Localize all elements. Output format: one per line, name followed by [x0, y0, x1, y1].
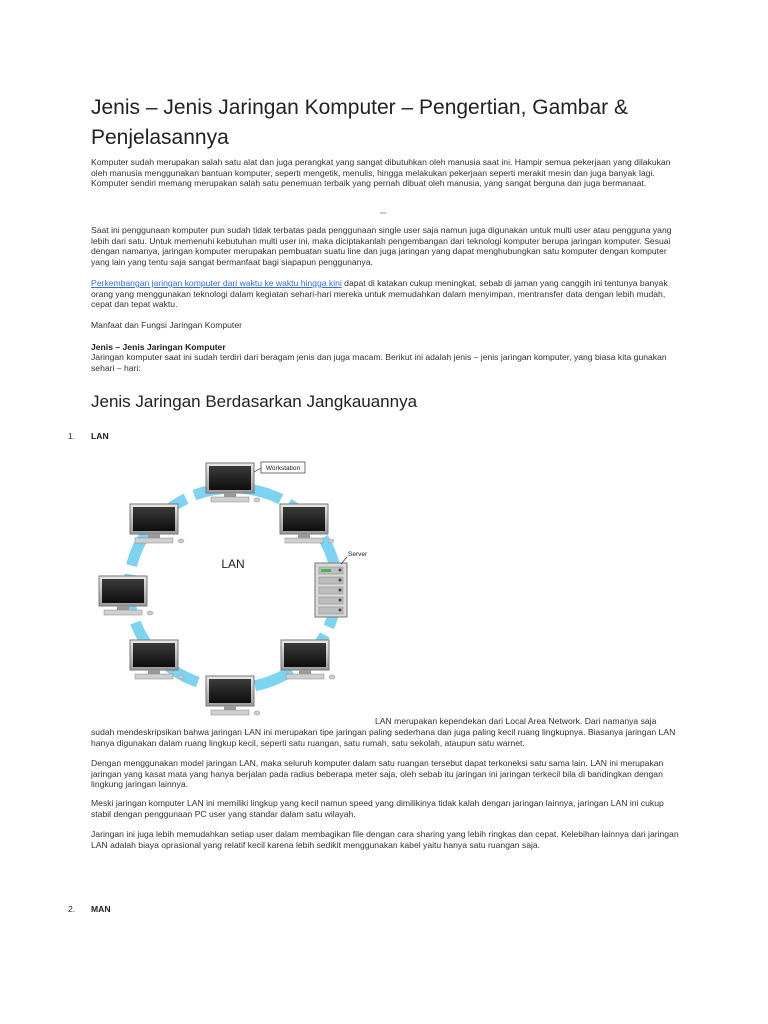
paragraph-manfaat: Manfaat dan Fungsi Jaringan Komputer — [91, 320, 242, 330]
paragraph-multi-user: Saat ini penggunaan komputer pun sudah tidak terbatas pada penggunaan single user saja namun juga digunakan untuk multi user atau pengguna yang lebih dari satu. Untuk memenuhi kebutuhan multi user ini, maka diciptakanlah pengembangan dari teknologi komputer berupa jaringan komputer. Sesuai dengan namanya, jaringan komputer merupakan pembuatan suatu line dan juga jaringan yang dapat menghubungkan satu komputer dengan komputer yang lain yang tentu saja sangat bermanfaat bagi siapapun penggunanya. — [91, 225, 672, 267]
paragraph-perkembangan-text: dapat di katakan cukup meningkat, sebab di jaman yang canggih ini tentunya banyak orang yang menggunakan teknologi dalam kegiatan sehari-hari mereka untuk memudahkan dalam menyimpan, mentransfer data dengan lebih mudah, cepat dan tepat waktu. — [91, 278, 668, 310]
paragraph-perkembangan — [91, 278, 679, 310]
section-heading: Jenis Jaringan Berdasarkan Jangkauannya — [91, 392, 418, 411]
list-label-lan: LAN — [91, 431, 109, 441]
perkembangan-link[interactable]: Perkembangan jaringan komputer dari waktu ke waktu hingga kini — [91, 278, 342, 288]
paragraph-jenis: Jaringan komputer saat ini sudah terdiri dari beragam jenis dan juga macam. Berikut ini adalah jenis – jenis jaringan komputer, yang biasa kita gunakan sehari – hari: — [91, 352, 667, 373]
list-number-2: 2. — [68, 904, 76, 914]
lan-paragraph-3: Meski jaringan komputer LAN ini memiliki lingkup yang kecil namun speed yang dimilikinya tidak kalah dengan jaringan lainnya, jaringan LAN ini cukup stabil dengan penggunaan PC user yang standar dalam satu wilayah. — [91, 798, 664, 819]
article-title: Jenis – Jenis Jaringan Komputer – Pengertian, Gambar & Penjelasannya — [91, 96, 628, 149]
lan-paragraph-first-line: LAN merupakan kependekan dari Local Area Network. Dari namanya saja — [375, 716, 657, 726]
diagram-center-label: LAN — [221, 557, 245, 571]
server-label: Server — [348, 551, 368, 558]
list-number-1: 1. — [68, 431, 76, 441]
list-label-man: MAN — [91, 904, 111, 914]
lan-paragraph-1: sudah mendeskripsikan bahwa jaringan LAN ini merupakan tipe jaringan paling sederhana dan juga paling kecil ruang lingkupnya. Biasanya jaringan LAN hanya digunakan dalam ruang lingkup kecil, seperti satu ruangan, satu rumah, satu sekolah, ataupun satu warnet. — [91, 727, 676, 748]
server — [315, 563, 347, 617]
ads-label: ads — [380, 210, 387, 215]
lan-paragraph-4: Jaringan ini juga lebih memudahkan setiap user dalam membagikan file dengan cara sharing yang lebih ringkas dan cepat. Kelebihan lainnya dari jaringan LAN adalah biaya oprasional yang relatif kecil karena lebih sedikit menggunakan kabel yaitu hanya satu ruangan saja. — [91, 829, 679, 850]
sub-heading: Jenis – Jenis Jaringan Komputer — [91, 342, 226, 352]
lan-paragraph-2: Dengan menggunakan model jaringan LAN, maka seluruh komputer dalam satu ruangan tersebut dapat terkoneksi satu sama lain. LAN ini merupakan jaringan yang kasat mata yang hanya berjalan pada radius beberapa meter saja, oleh sebab itu jaringan ini jaringan terkecil bila di bandingkan dengan lingkung jaringan lainnya. — [91, 758, 664, 790]
intro-paragraph: Komputer sudah merupakan salah satu alat dan juga perangkat yang sangat dibutuhkan oleh manusia saat ini. Hampir semua pekerjaan yang dilakukan oleh manusia menggunakan bantuan komputer, seperti mengetik, menulis, hingga melakukan pekerjaan seperti merakit mesin dan juga banyak lagi. Komputer sendiri memang merupakan salah satu penemuan terbaik yang pernah dibuat oleh manusia, yang sangat berguna dan juga bermanaat. — [91, 157, 671, 189]
lan-diagram — [91, 460, 375, 722]
workstation-label: Workstation — [265, 465, 301, 472]
